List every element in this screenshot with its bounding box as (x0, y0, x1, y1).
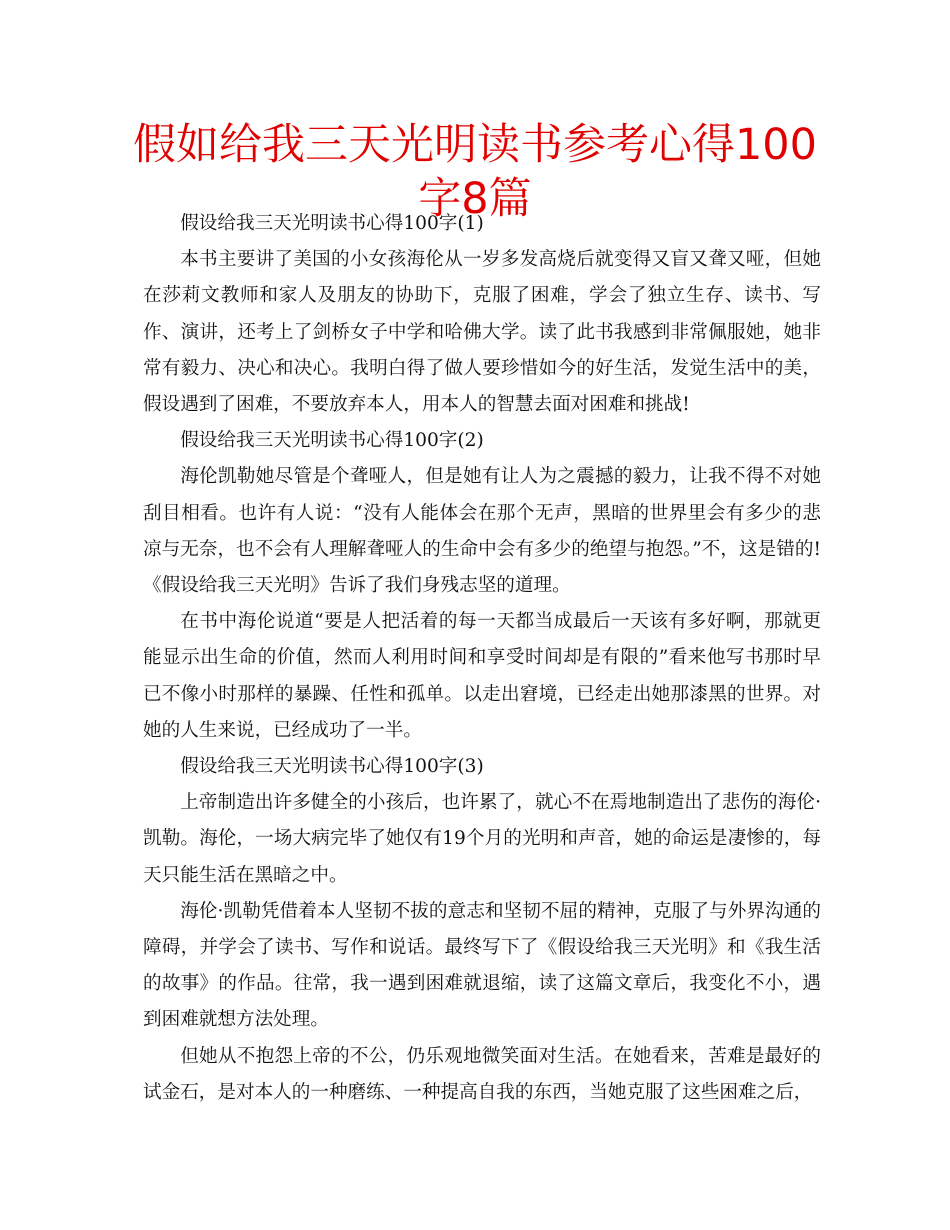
document-title: 假如给我三天光明读书参考心得100字8篇 (132, 120, 818, 224)
paragraph: 海伦·凯勒凭借着本人坚韧不拔的意志和坚韧不屈的精神，克服了与外界沟通的障碍，并学会了读书、写作和说话。最终写下了《假设给我三天光明》和《我生活的故事》的作品。往常，我一遇到困难就退缩，读了这篇文章后，我变化不小，遇到困难就想方法处理。 (143, 900, 821, 1031)
section-heading: 假设给我三天光明读书心得100字(3) (180, 756, 484, 778)
section-heading: 假设给我三天光明读书心得100字(2) (180, 430, 484, 452)
document-body (143, 206, 821, 1111)
paragraph: 上帝制造出许多健全的小孩后，也许累了，就心不在焉地制造出了悲伤的海伦·凯勒。海伦，一场大病完毕了她仅有19个月的光明和声音，她的命运是凄惨的，每天只能生活在黑暗之中。 (143, 792, 821, 886)
paragraph: 但她从不抱怨上帝的不公，仍乐观地微笑面对生活。在她看来，苦难是最好的试金石，是对本人的一种磨练、一种提高自我的东西，当她克服了这些困难之后， (143, 1045, 821, 1103)
paragraph: 本书主要讲了美国的小女孩海伦从一岁多发高烧后就变得又盲又聋又哑，但她在莎莉文教师和家人及朋友的协助下，克服了困难，学会了独立生存、读书、写作、演讲，还考上了剑桥女子中学和哈佛大学。读了此书我感到非常佩服她，她非常有毅力、决心和决心。我明白得了做人要珍惜如今的好生活，发觉生活中的美，假设遇到了困难，不要放弃本人，用本人的智慧去面对困难和挑战! (143, 249, 821, 416)
paragraph: 海伦凯勒她尽管是个聋哑人，但是她有让人为之震撼的毅力，让我不得不对她刮目相看。也许有人说：“没有人能体会在那个无声，黑暗的世界里会有多少的悲凉与无奈，也不会有人理解聋哑人的生命中会有多少的绝望与抱怨。”不，这是错的!《假设给我三天光明》告诉了我们身残志坚的道理。 (143, 466, 821, 597)
section-heading: 假设给我三天光明读书心得100字(1) (180, 213, 484, 234)
paragraph: 在书中海伦说道“要是人把活着的每一天都当成最后一天该有多好啊，那就更能显示出生命的价值，然而人利用时间和享受时间却是有限的”看来他写书那时早已不像小时那样的暴躁、任性和孤单。以走出窘境，已经走出她那漆黑的世界。对她的人生来说，已经成功了一半。 (143, 611, 821, 741)
